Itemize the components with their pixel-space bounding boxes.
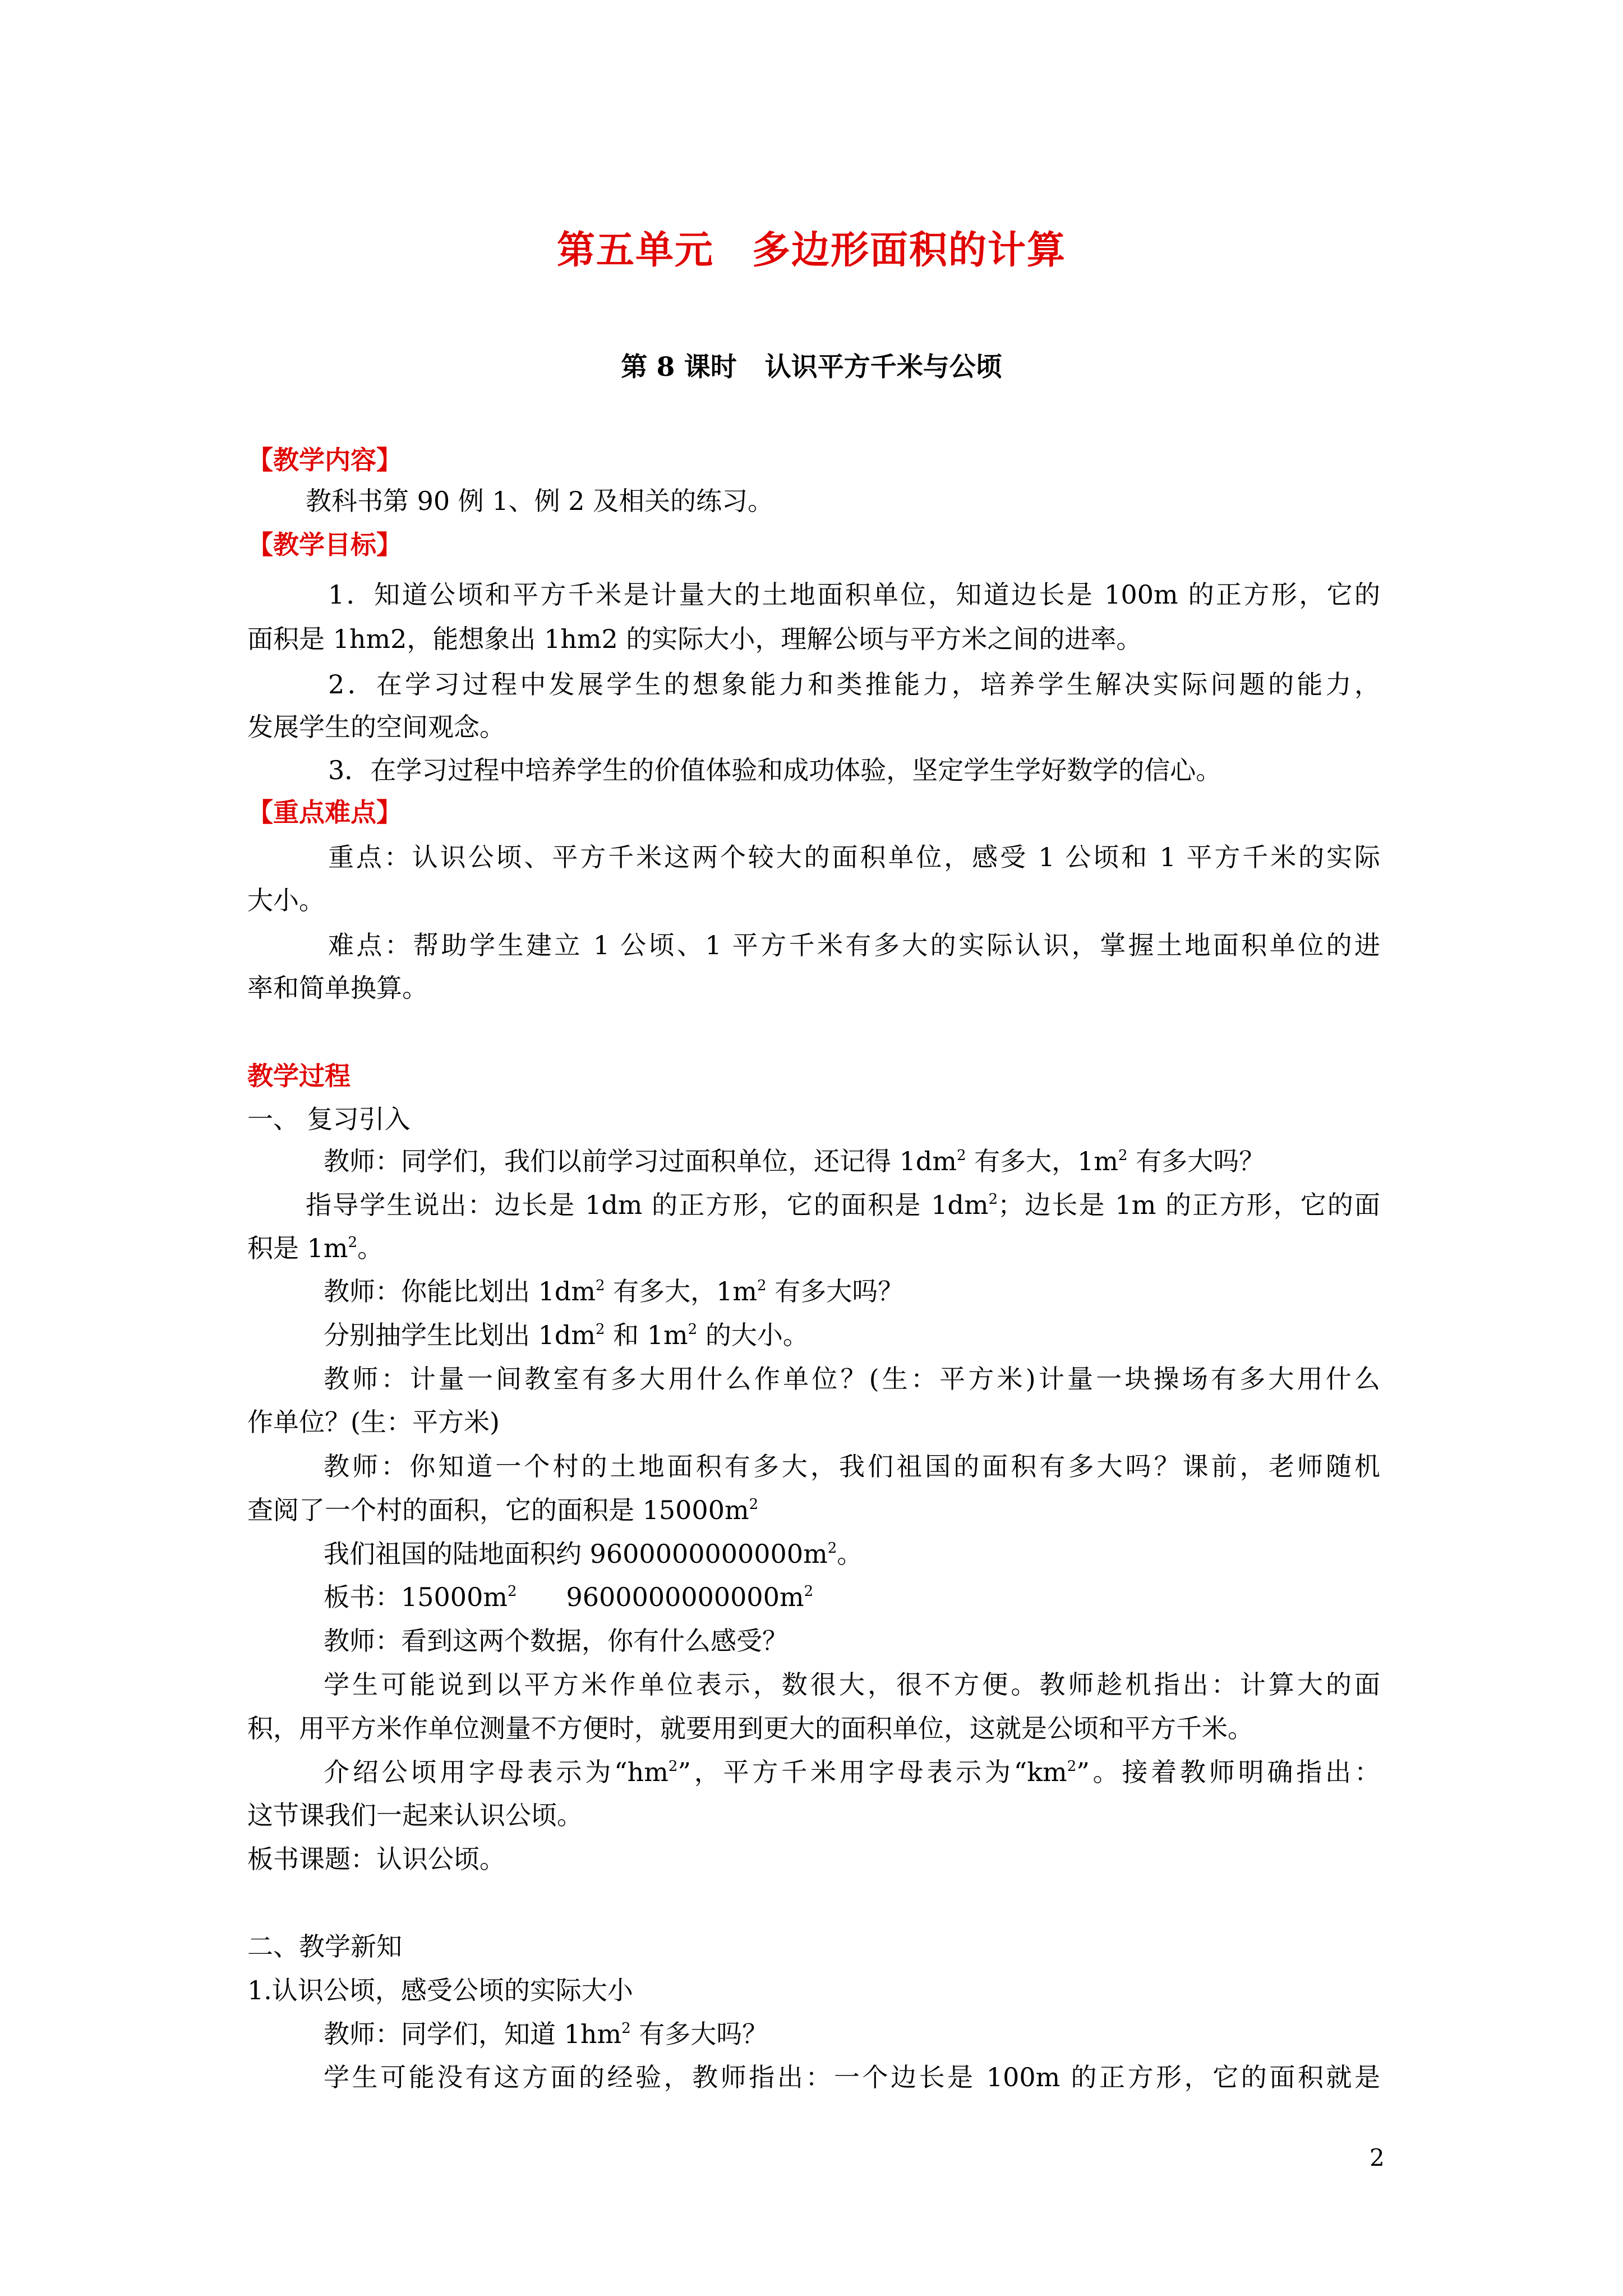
lesson-title [0,346,1623,384]
board-writing: 板书：$15000m^2$ $9600000000000m^2$ [324,1582,814,1612]
lesson-number: 第 8 课时 [621,352,737,383]
paragraph: 介绍公顷用字母表示为“$hm^2$”，平方千米用字母表示为“$km^2$”。接着教师明确指出： [324,1757,1380,1787]
paragraph: 教师：看到这两个数据，你有什么感受？ [324,1626,788,1656]
paragraph: 率和简单换算。 [247,973,428,1003]
paragraph: 教师：同学们，我们以前学习过面积单位，还记得 $1dm^2$ 有多大，$1m^2$ 有多大吗？ [324,1146,1265,1176]
paragraph: 教科书第 90 例 1、例 2 及相关的练习。 [306,486,774,516]
paragraph: 板书课题：认识公顷。 [247,1844,505,1874]
process-part-2-subheading: 1.认识公顷，感受公顷的实际大小 [247,1975,633,2005]
paragraph: 我们祖国的陆地面积约 $9600000000000m^2$。 [324,1539,863,1569]
paragraph: 这节课我们一起来认识公顷。 [247,1800,583,1830]
paragraph: 学生可能没有这方面的经验，教师指出：一个边长是 100m 的正方形，它的面积就是 [324,2062,1380,2092]
paragraph: 3．在学习过程中培养学生的价值体验和成功体验，坚定学生学好数学的信心。 [328,755,1222,785]
paragraph: 教师：计量一间教室有多大用什么作单位？(生：平方米)计量一块操场有多大用什么 [324,1364,1380,1394]
paragraph: 积是 $1m^2$。 [247,1233,384,1263]
unit-number: 第五单元 [556,228,714,273]
paragraph: 重点：认识公顷、平方千米这两个较大的面积单位，感受 1 公顷和 1 平方千米的实际 [328,842,1380,872]
paragraph: 面积是 1hm2，能想象出 1hm2 的实际大小，理解公顷与平方米之间的进率。 [247,624,1142,654]
section-heading-process: 教学过程 [247,1061,351,1091]
section-heading-keypoints: 【重点难点】 [247,797,402,827]
paragraph: 发展学生的空间观念。 [247,712,505,742]
unit-title [0,220,1623,274]
paragraph: 1．知道公顷和平方千米是计量大的土地面积单位，知道边长是 100m 的正方形，它的 [328,579,1380,610]
unit-name: 多边形面积的计算 [752,228,1067,273]
page-number: 2 [1370,2144,1385,2171]
paragraph: 学生可能说到以平方米作单位表示，数很大，很不方便。教师趁机指出：计算大的面 [324,1669,1380,1700]
process-part-2-heading: 二、教学新知 [247,1931,402,1962]
paragraph: 作单位？(生：平方米) [247,1407,500,1437]
section-heading-goals: 【教学目标】 [247,530,402,560]
paragraph: 教师：你能比划出 $1dm^2$ 有多大，$1m^2$ 有多大吗？ [324,1276,904,1306]
paragraph: 2．在学习过程中发展学生的想象能力和类推能力，培养学生解决实际问题的能力， [328,669,1380,700]
paragraph: 积，用平方米作单位测量不方便时，就要用到更大的面积单位，这就是公顷和平方千米。 [247,1713,1253,1743]
paragraph: 教师：同学们，知道 $1hm^2$ 有多大吗？ [324,2019,768,2049]
paragraph: 分别抽学生比划出 $1dm^2$ 和 $1m^2$ 的大小。 [324,1320,809,1350]
paragraph: 教师：你知道一个村的土地面积有多大，我们祖国的面积有多大吗？课前，老师随机 [324,1451,1380,1481]
paragraph: 查阅了一个村的面积，它的面积是 $15000m^2$ [247,1495,759,1525]
lesson-topic: 认识平方千米与公顷 [764,352,1002,383]
paragraph: 难点：帮助学生建立 1 公顷、1 平方千米有多大的实际认识，掌握土地面积单位的进 [328,930,1380,960]
paragraph: 大小。 [247,885,325,915]
process-part-1-heading: 一、 复习引入 [247,1104,411,1134]
paragraph: 指导学生说出：边长是 1dm 的正方形，它的面积是 $1dm^2$；边长是 1m 的正方形，它的面 [306,1190,1380,1220]
section-heading-content: 【教学内容】 [247,445,402,475]
